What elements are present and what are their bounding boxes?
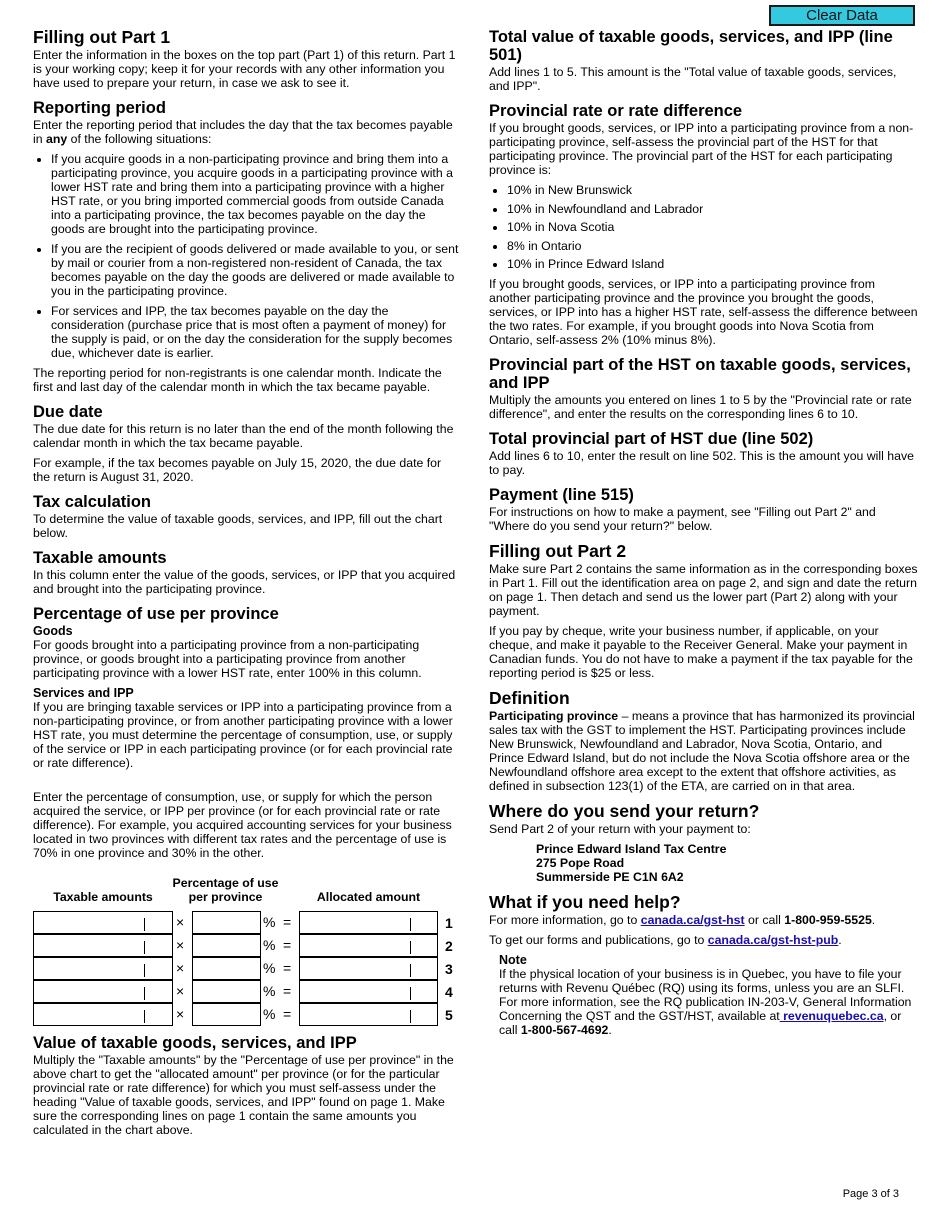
part1-text: Enter the information in the boxes on the top part (Part 1) of this return. Part 1 is your working copy; keep it for your records with any other information you have used to prepare your return, in case we ask to see it. [33, 48, 456, 90]
provpart-text: Multiply the amounts you entered on lines 1 to 5 by the "Provincial rate or rate difference", and enter the results on the corresponding lines 6 to 10. [489, 393, 912, 421]
due-text-1: The due date for this return is no later than the end of the month following the calendar month in which the tax became payable. [33, 422, 454, 450]
list-item: • 8% in Ontario [507, 239, 919, 253]
percent-sign: % [263, 1006, 276, 1022]
chart-row [33, 1003, 461, 1026]
equals-sign: = [283, 1006, 292, 1022]
goods-text: For goods brought into a participating province from a non-participating province, or goods brought into a participating province from another participating province with a lower HST rate, enter 100% in this column. [33, 638, 422, 680]
heading-total-value-line-501: Total value of taxable goods, services, and IPP (line 501) [489, 28, 893, 64]
link-gst-hst[interactable]: canada.ca/gst-hst [640, 913, 745, 927]
allocated-amount-input[interactable] [299, 911, 438, 934]
times-sign: × [176, 914, 185, 930]
totalprov-text: Add lines 6 to 10, enter the result on line 502. This is the amount you will have to pay. [489, 449, 914, 477]
chart-header-taxable-amounts: Taxable amounts [53, 890, 153, 904]
allocated-amount-input[interactable] [299, 980, 438, 1003]
heading-percentage-of-use: Percentage of use per province [33, 605, 279, 623]
percentage-input[interactable] [192, 980, 261, 1003]
reporting-intro: Enter the reporting period that includes the day that the tax becomes payable in any of the following situations: [33, 118, 453, 146]
heading-payment-line-515: Payment (line 515) [489, 486, 634, 504]
reporting-nonregistrants: The reporting period for non-registrants is one calendar month. Indicate the first and last day of the calendar month in which the tax became payable. [33, 366, 442, 394]
times-sign: × [176, 983, 185, 999]
heading-filling-out-part-1: Filling out Part 1 [33, 27, 171, 47]
line-number: 3 [445, 961, 453, 977]
percent-sign: % [263, 914, 276, 930]
value-text: Multiply the "Taxable amounts" by the "Percentage of use per province" in the above chart to get the "allocated amount" per province (or for the particular provincial rate or rate difference) for which you must self-assess under the heading "Value of taxable goods, services, and IPP" found on page 1. Make sure the corresponding lines on page 1 contain the same amounts you calculated in the chart above. [33, 1053, 454, 1137]
heading-provincial-rate: Provincial rate or rate difference [489, 102, 743, 120]
allocated-amount-input[interactable] [299, 1003, 438, 1026]
taxcalc-text: To determine the value of taxable goods, services, and IPP, fill out the chart below. [33, 512, 443, 540]
heading-taxable-amounts: Taxable amounts [33, 549, 167, 567]
heading-provincial-part: Provincial part of the HST on taxable goods, services, and IPP [489, 356, 911, 392]
list-item: • 10% in Prince Edward Island [507, 257, 919, 271]
clear-data-button[interactable]: Clear Data [769, 5, 915, 26]
list-item: • If you acquire goods in a non-participating province and bring them into a participating province, you acquire goods in a participating province with a lower HST rate and bring them into a participating province with a higher HST rate, or you bring imported commercial goods from outside Canada into a participating province, the tax becomes payable on the day the goods are brought into the participating province. [51, 152, 461, 236]
list-item: • For services and IPP, the tax becomes payable on the day the consideration (purchase price that is most often a payment of money) for the supply is paid, or on the day the consideration for the supply becomes due, whichever date is earlier. [51, 304, 461, 360]
note-title: Note [499, 953, 527, 967]
line-number: 5 [445, 1007, 453, 1023]
heading-total-provincial-line-502: Total provincial part of HST due (line 502) [489, 430, 814, 448]
part2-text-1: Make sure Part 2 contains the same information as in the corresponding boxes in Part 1. Fill out the identification area on page 2, and sign and date the return on page 1. Then detach and send us the lower part (Part 2) along with your payment. [489, 562, 918, 618]
percentage-input[interactable] [192, 934, 261, 957]
rate-text-1: If you brought goods, services, or IPP into a participating province from a non-participating province, self-assess the provincial part of the HST for that participating province. The provincial part of the HST for each participating province is: [489, 121, 914, 177]
services-text-1: If you are bringing taxable services or IPP into a participating province from a non-participating province, or from another participating province with a lower HST rate, you must determine the percentage of consumption, use, or supply of the service or IPP in each participating province (or for each provincial rate or rate difference). [33, 700, 453, 770]
line-number: 2 [445, 938, 453, 954]
chart-header-allocated-amount: Allocated amount [316, 890, 421, 904]
chart-row [33, 957, 461, 980]
note-text: If the physical location of your business is in Quebec, you have to file your returns with Revenu Québec (RQ) using its forms, unless you are an SLFI. For more information, see the RQ publication IN-203-V, General Information Concerning the QST and the GST/HST, available at revenuquebec.ca, or call 1-800-567-4692. [499, 967, 912, 1037]
chart-header-percentage: Percentage of use per province [172, 876, 279, 904]
allocation-chart [33, 868, 461, 1028]
list-item: • 10% in New Brunswick [507, 183, 919, 197]
due-text-2: For example, if the tax becomes payable on July 15, 2020, the due date for the return is August 31, 2020. [33, 456, 442, 484]
percentage-input[interactable] [192, 911, 261, 934]
subheading-goods: Goods [33, 624, 73, 638]
heading-filling-out-part-2: Filling out Part 2 [489, 541, 627, 561]
percentage-input[interactable] [192, 1003, 261, 1026]
allocated-amount-input[interactable] [299, 957, 438, 980]
chart-row [33, 934, 461, 957]
times-sign: × [176, 960, 185, 976]
list-item: • 10% in Newfoundland and Labrador [507, 202, 919, 216]
percent-sign: % [263, 960, 276, 976]
chart-row [33, 980, 461, 1003]
equals-sign: = [283, 983, 292, 999]
heading-reporting-period: Reporting period [33, 99, 166, 117]
taxable-amount-input[interactable] [33, 957, 173, 980]
send-text: Send Part 2 of your return with your payment to: [489, 822, 751, 836]
mailing-address: Prince Edward Island Tax Centre 275 Pope Road Summerside PE C1N 6A2 [536, 842, 727, 884]
note-block [499, 953, 919, 1037]
left-column [33, 28, 461, 1146]
equals-sign: = [283, 937, 292, 953]
line-number: 4 [445, 984, 453, 1000]
heading-definition: Definition [489, 688, 570, 708]
part2-text-2: If you pay by cheque, write your business number, if applicable, on your cheque, and make it payable to the Receiver General. Make your payment in Canadian funds. You do not have to make a payment if the tax payable for the reporting period is $25 or less. [489, 624, 913, 680]
heading-value-taxable: Value of taxable goods, services, and IPP [33, 1034, 357, 1052]
line-number: 1 [445, 915, 453, 931]
taxable-text: In this column enter the value of the goods, services, or IPP that you acquired and brought into the participating province. [33, 568, 456, 596]
heading-need-help: What if you need help? [489, 892, 681, 912]
subheading-services-ipp: Services and IPP [33, 686, 134, 700]
page-number: Page 3 of 3 [842, 1188, 899, 1200]
equals-sign: = [283, 960, 292, 976]
link-gst-hst-pub[interactable]: canada.ca/gst-hst-pub [707, 933, 839, 947]
reporting-bullet-list [33, 152, 461, 360]
taxable-amount-input[interactable] [33, 911, 173, 934]
taxable-amount-input[interactable] [33, 934, 173, 957]
help-line-1: For more information, go to canada.ca/gst-hst or call 1-800-959-5525. [489, 913, 876, 927]
equals-sign: = [283, 914, 292, 930]
payment-text: For instructions on how to make a payment, see "Filling out Part 2" and "Where do you send your return?" below. [489, 505, 876, 533]
rate-bullet-list [489, 183, 919, 271]
taxable-amount-input[interactable] [33, 980, 173, 1003]
percentage-input[interactable] [192, 957, 261, 980]
heading-due-date: Due date [33, 403, 103, 421]
heading-where-send: Where do you send your return? [489, 801, 760, 821]
allocated-amount-input[interactable] [299, 934, 438, 957]
definition-text: Participating province – means a province that has harmonized its provincial sales tax with the GST to implement the HST. Participating provinces include New Brunswick, Newfoundland and Labrador, Nova Scotia, Ontario, and Prince Edward Island, but do not include the Nova Scotia offshore area or the Newfoundland offshore area except to the extent that offshore activities, as defined in subsection 123(1) of the ETA, are carried on in that area. [489, 709, 915, 793]
percent-sign: % [263, 937, 276, 953]
right-column [489, 28, 919, 1046]
link-revenuquebec[interactable]: revenuquebec.ca [779, 1009, 884, 1023]
rate-text-2: If you brought goods, services, or IPP into a participating province from another participating province and the province you brought the goods, services, or IPP into has a higher HST rate, self-assess the difference between the two rates. For example, if you brought goods into Nova Scotia from Ontario, self-assess 2% (10% minus 8%). [489, 277, 918, 347]
chart-row [33, 911, 461, 934]
list-item: • 10% in Nova Scotia [507, 220, 919, 234]
list-item: • If you are the recipient of goods delivered or made available to you, or sent by mail or courier from a non-registered non-resident of Canada, the tax becomes payable on the day the goods are delivered or made available to you in the participating province. [51, 242, 461, 298]
times-sign: × [176, 1006, 185, 1022]
services-text-2: Enter the percentage of consumption, use, or supply for which the person acquired the service, or IPP per province (or for each provincial rate or rate difference). For example, you acquired accounting services for your business located in two provinces with different tax rates and the percentage of use is 70% in one province and 30% in the other. [33, 790, 452, 860]
heading-tax-calculation: Tax calculation [33, 493, 151, 511]
help-line-2: To get our forms and publications, go to canada.ca/gst-hst-pub. [489, 933, 842, 947]
percent-sign: % [263, 983, 276, 999]
taxable-amount-input[interactable] [33, 1003, 173, 1026]
total-text: Add lines 1 to 5. This amount is the "Total value of taxable goods, services, and IPP". [489, 65, 897, 93]
times-sign: × [176, 937, 185, 953]
